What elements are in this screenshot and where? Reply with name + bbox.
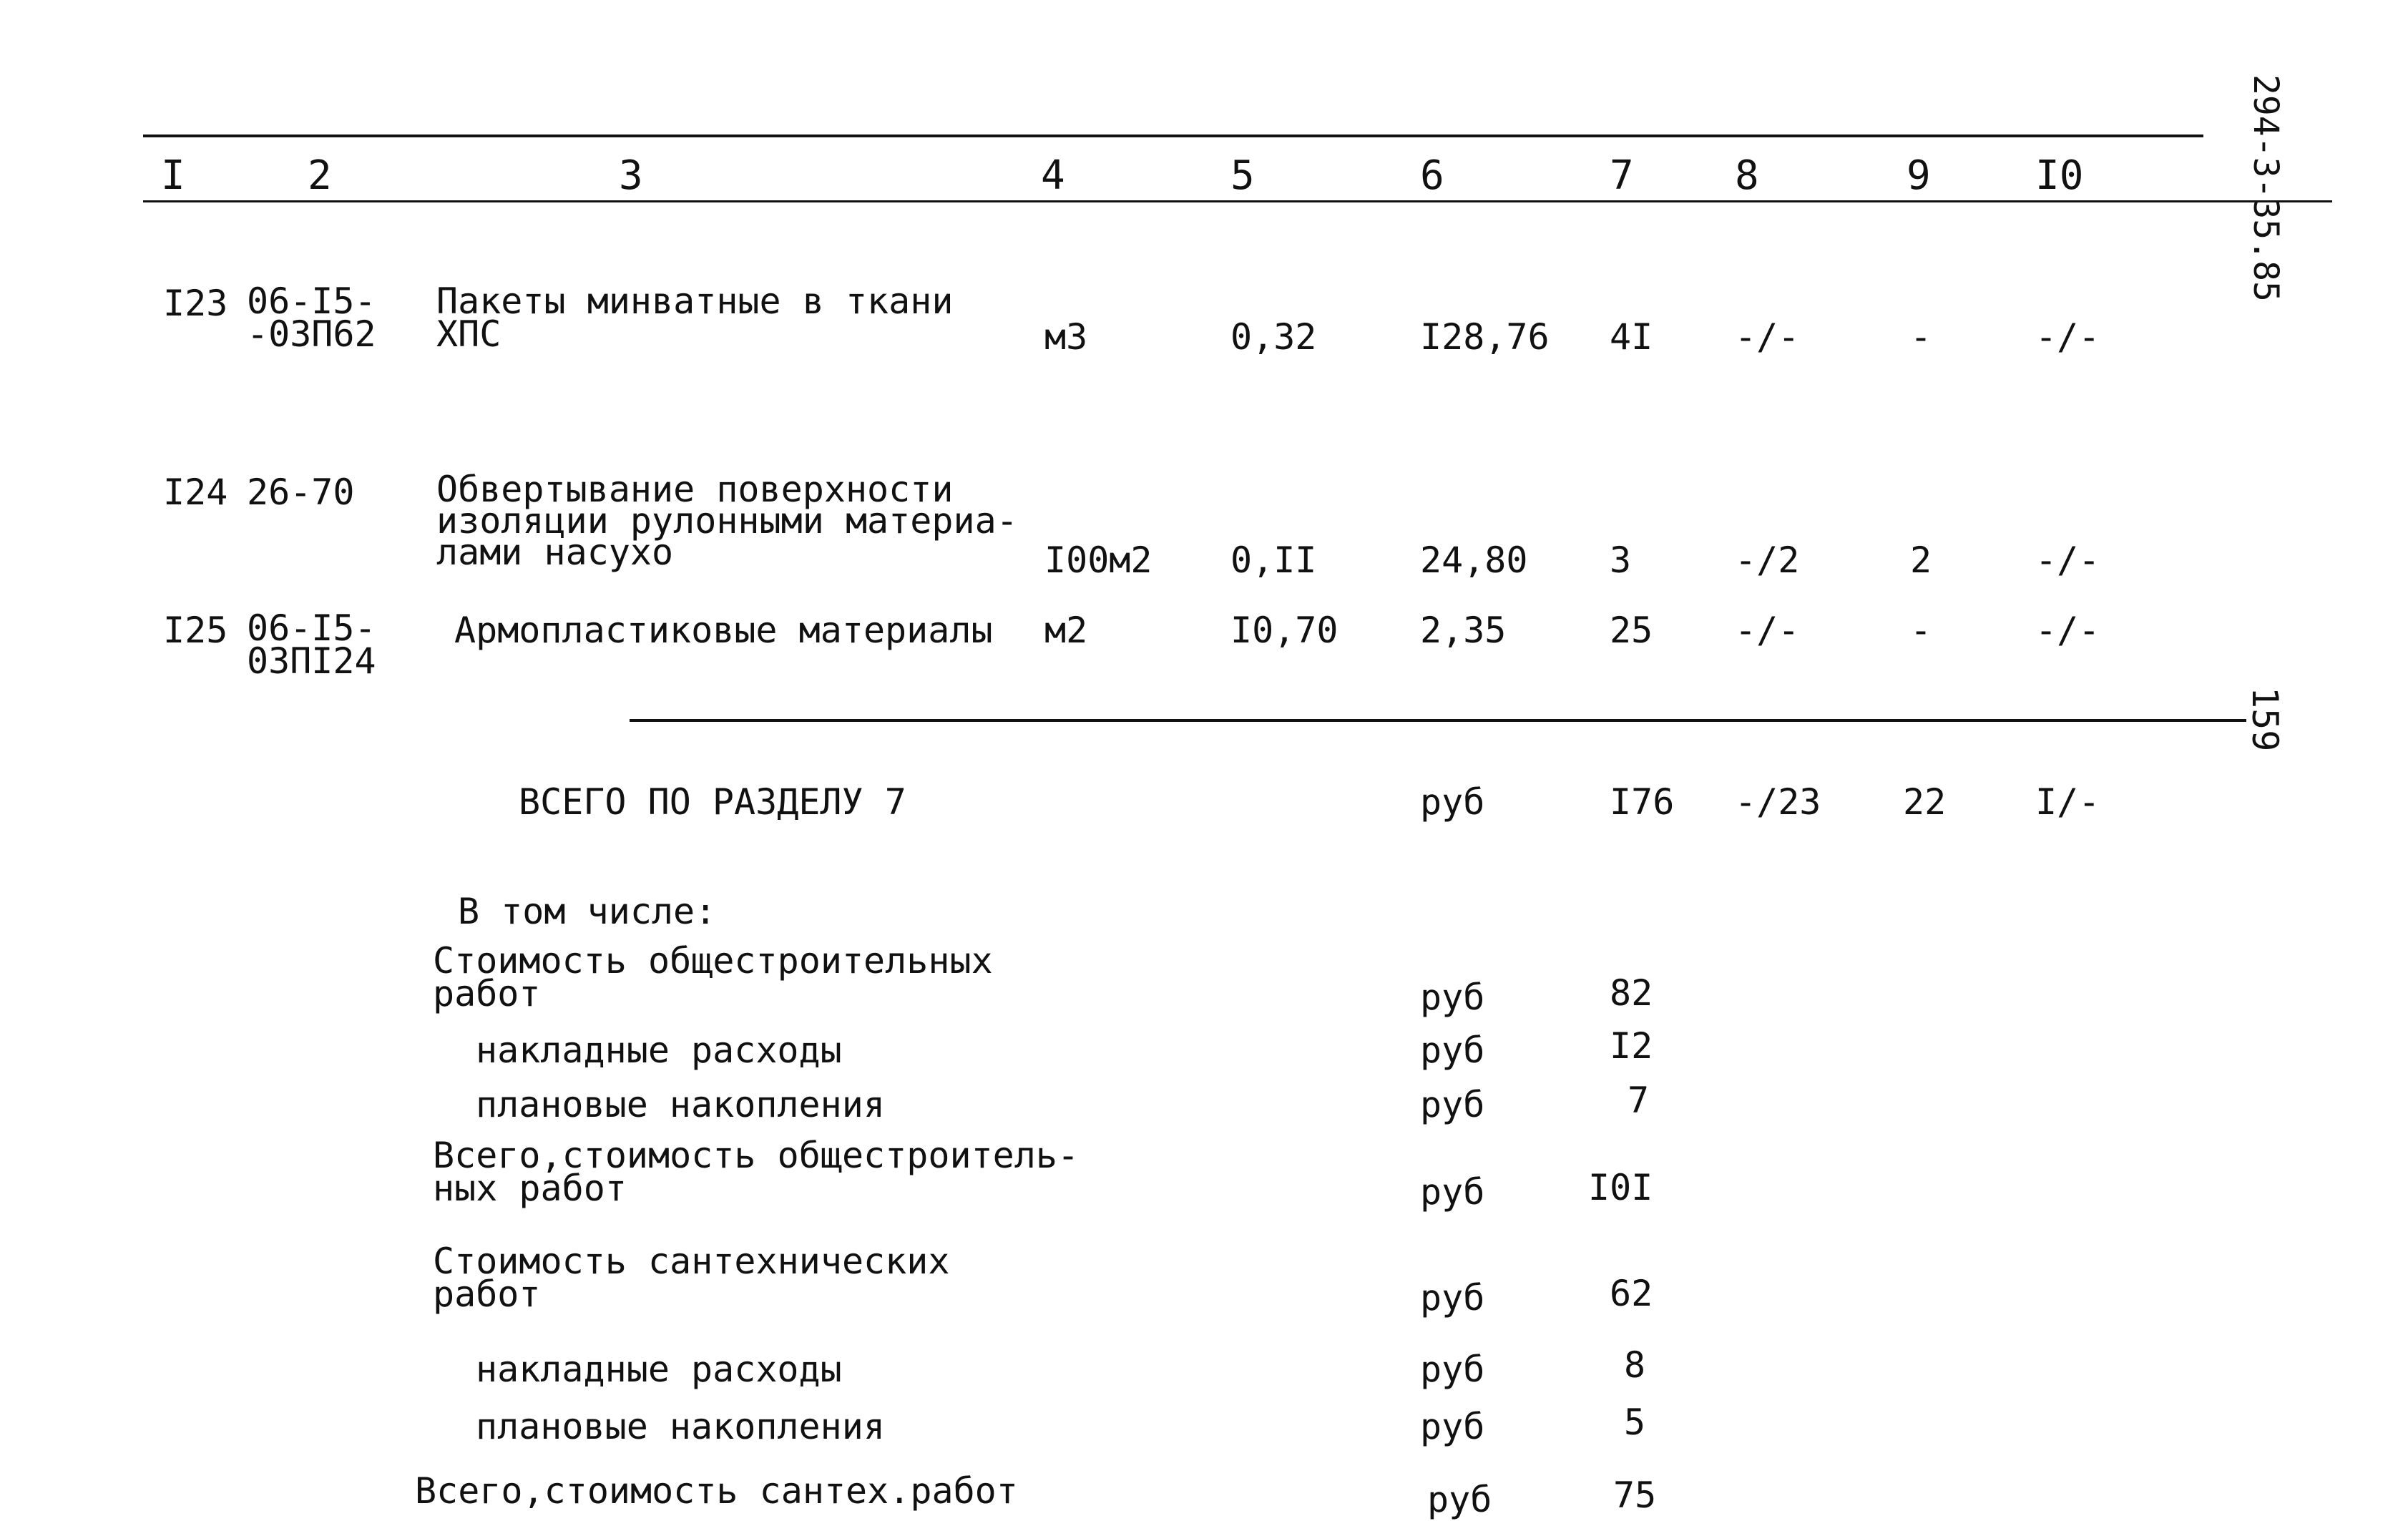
summary-unit: руб [1420,1406,1485,1447]
column-header-6: 6 [1420,152,1444,199]
summary-value: 5 [1624,1402,1646,1443]
table-row-qty: 0,32 [1230,316,1317,358]
summary-label: Стоимость общестроительных работ [433,940,993,1014]
column-header-3: 3 [619,152,643,199]
summary-unit: руб [1420,1277,1485,1319]
summary-value: 75 [1613,1474,1657,1516]
table-row-desc: Обвертывание поверхности изоляции рулонными материа- лами насухо [436,469,1018,573]
table-row-price: 24,80 [1420,539,1528,581]
table-row-price: 2,35 [1420,610,1507,651]
summary-value: 7 [1628,1080,1650,1121]
table-row-total: 3 [1610,539,1632,581]
column-header-9: 9 [1907,152,1931,199]
table-row-code: 06-I5- 03ПI24 [247,607,376,682]
table-row-code: 06-I5- -03П62 [247,280,376,355]
section-total-c8: -/23 [1735,781,1821,823]
section-total-value: I76 [1610,781,1675,823]
including-label: В том числе: [458,891,717,932]
section-total-unit: руб [1420,781,1485,823]
table-row-unit: м3 [1044,316,1088,358]
table-row-num: I25 [163,610,228,651]
table-row-total: 25 [1610,610,1653,651]
summary-unit: руб [1420,977,1485,1018]
table-row-total: 4I [1610,316,1653,358]
summary-value: 8 [1624,1344,1646,1386]
summary-unit: руб [1420,1349,1485,1390]
table-row-unit: I00м2 [1044,539,1152,581]
summary-label: Всего,стоимость общестроитель- ных работ [433,1135,1080,1209]
table-row-c9: - [1910,316,1932,358]
table-row-c10: -/- [2035,316,2100,358]
column-header-2: 2 [308,152,332,199]
table-row-price: I28,76 [1420,316,1550,358]
table-row-unit: м2 [1044,610,1088,651]
summary-value: 62 [1610,1273,1653,1314]
table-row-desc: Пакеты минватные в ткани ХПС [436,280,954,355]
side-code: 294-3-35.85 [2246,74,2286,302]
column-header-8: 8 [1735,152,1759,199]
summary-unit: руб [1427,1479,1492,1520]
column-header-1: I [161,152,185,199]
summary-label: плановые накопления [476,1406,885,1447]
header-rule [143,200,2332,202]
summary-unit: руб [1420,1030,1485,1071]
table-row-desc: Армопластиковые материалы [454,610,993,651]
column-header-5: 5 [1230,152,1255,199]
summary-value: I2 [1610,1025,1653,1067]
table-row-code: 26-70 [247,471,355,513]
section-total-c9: 22 [1903,781,1947,823]
summary-value: 82 [1610,972,1653,1014]
summary-label: накладные расходы [476,1349,842,1390]
table-row-num: I24 [163,471,228,513]
column-header-10: I0 [2035,152,2084,199]
summary-label: накладные расходы [476,1030,842,1071]
table-row-num: I23 [163,283,228,324]
table-row-c10: -/- [2035,539,2100,581]
summary-label: плановые накопления [476,1084,885,1125]
top-rule [143,135,2203,137]
summary-value: I0I [1588,1167,1653,1208]
table-row-c9: 2 [1910,539,1932,581]
section-total-label: ВСЕГО ПО РАЗДЕЛУ 7 [519,781,906,823]
summary-unit: руб [1420,1171,1485,1213]
column-header-4: 4 [1041,152,1065,199]
section-rule [630,719,2246,722]
section-total-c10: I/- [2035,781,2100,823]
table-row-c10: -/- [2035,610,2100,651]
table-row-qty: I0,70 [1230,610,1338,651]
table-row-c8: -/2 [1735,539,1800,581]
table-row-qty: 0,II [1230,539,1317,581]
summary-label: Стоимость сантехнических работ [433,1241,950,1315]
table-row-c8: -/- [1735,316,1800,358]
table-row-c9: - [1910,610,1932,651]
column-header-7: 7 [1610,152,1634,199]
summary-unit: руб [1420,1084,1485,1125]
summary-label: Всего,стоимость сантех.работ [415,1470,1018,1512]
page-number: 159 [2244,687,2286,752]
table-row-c8: -/- [1735,610,1800,651]
